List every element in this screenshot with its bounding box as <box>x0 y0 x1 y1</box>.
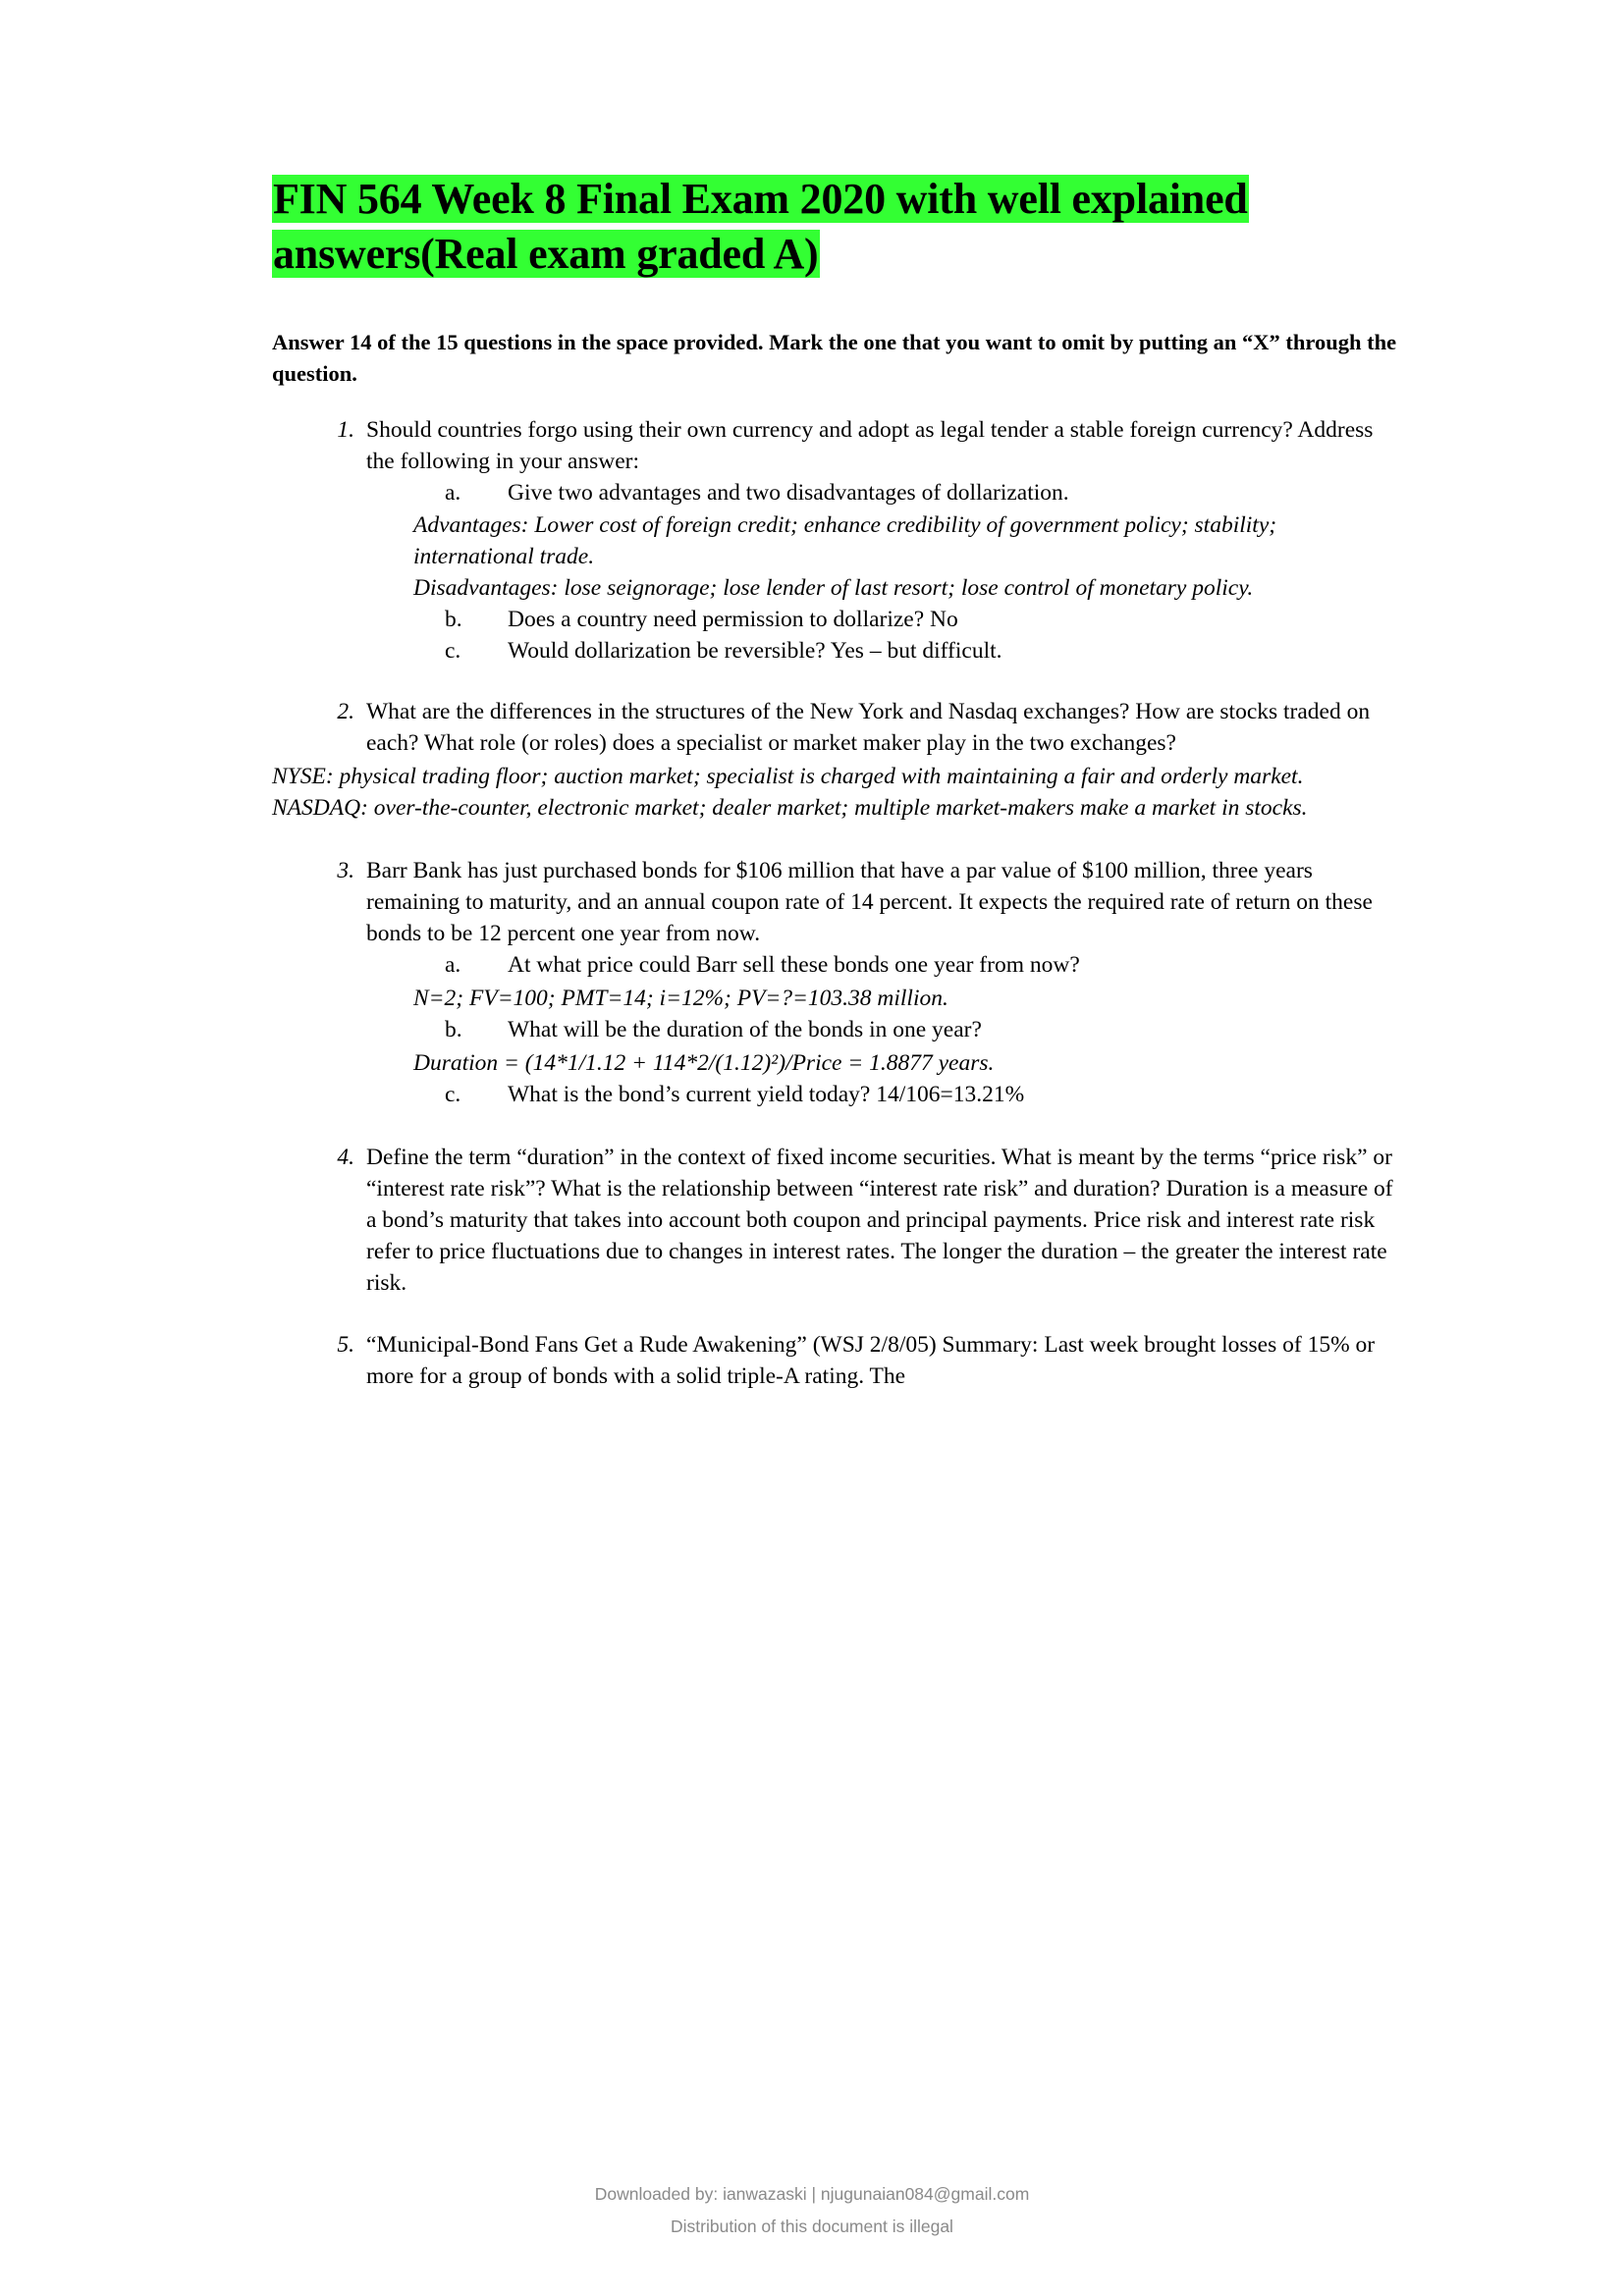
subitem-text: Does a country need permission to dollarize? <box>508 607 925 633</box>
question-number: 1. <box>337 416 354 443</box>
question-item <box>272 1143 1401 1300</box>
question-text: Define the term “duration” in the context of fixed income securities. What is meant by the terms “price risk” or “interest rate risk”? What is the relationship between “interest rate risk” and duration? <box>366 1144 1392 1201</box>
inline-answer: No <box>930 607 958 633</box>
question-item <box>272 1330 1401 1393</box>
subitem-letter: a. <box>445 479 461 506</box>
subitem-text: Give two advantages and two disadvantages of dollarization. <box>508 479 1069 506</box>
question-list <box>272 415 1401 1394</box>
subitem-text: What will be the duration of the bonds in one year? <box>508 1016 982 1042</box>
question-number: 3. <box>337 858 354 884</box>
subitem-letter: b. <box>445 1016 462 1042</box>
question-item <box>272 415 1401 668</box>
subitem-letter: a. <box>445 951 461 978</box>
exam-instructions: Answer 14 of the 15 questions in the space provided. Mark the one that you want to omit by putting an “X” through the question. <box>272 329 1397 386</box>
subitem <box>413 1015 1401 1080</box>
answer-text: Advantages: Lower cost of foreign credit; enhance credibility of government policy; stability; international trade. <box>413 512 1277 570</box>
question-number: 5. <box>337 1332 354 1359</box>
question-number: 4. <box>337 1144 354 1170</box>
subitem <box>413 950 1401 1015</box>
document-content <box>223 172 1401 1393</box>
answer-text: N=2; FV=100; PMT=14; i=12%; PV=?=103.38 million. <box>413 985 948 1011</box>
question-text: “Municipal-Bond Fans Get a Rude Awakening” (WSJ 2/8/05) Summary: Last week brought losses of 15% or more for a group of bonds with a solid triple-A rating. The <box>366 1332 1376 1390</box>
answer-text: Duration = (14*1/1.12 + 114*2/(1.12)²)/Price = 1.8877 years. <box>413 1049 995 1076</box>
page-title <box>272 172 1401 282</box>
subitem <box>445 636 1401 667</box>
question-number: 2. <box>337 699 354 725</box>
subitem-letter: c. <box>445 638 461 665</box>
page-title-text: FIN 564 Week 8 Final Exam 2020 with well explained answers(Real exam graded A) <box>273 175 1248 278</box>
subitem <box>445 1080 1401 1111</box>
subitem <box>445 605 1401 636</box>
question-text: Should countries forgo using their own currency and adopt as legal tender a stable foreign currency? Address the following in your answer: <box>366 416 1374 474</box>
inline-answer: 14/106=13.21% <box>876 1081 1025 1107</box>
page-footer <box>0 2178 1624 2244</box>
subitem-letter: c. <box>445 1081 461 1107</box>
question-item <box>272 697 1401 825</box>
subitem-text: Would dollarization be reversible? <box>508 638 826 665</box>
question-item <box>272 856 1401 1111</box>
inline-answer: Duration is a measure of a bond’s maturity that takes into account both coupon and principal payments. Price risk and interest rate risk refer to price fluctuations due to changes in interest rates. The longer the duration – the greater the interest rate risk. <box>366 1175 1393 1296</box>
subitem-letter: b. <box>445 607 462 633</box>
question-text: What are the differences in the structures of the New York and Nasdaq exchanges? How are stocks traded on each? What role (or roles) does a specialist or market maker play in the two exchanges? <box>366 699 1371 757</box>
answer-text: Disadvantages: lose seignorage; lose lender of last resort; lose control of monetary policy. <box>413 575 1254 602</box>
question-subitems <box>366 950 1401 1111</box>
question-text: Barr Bank has just purchased bonds for $106 million that have a par value of $100 million, three years remaining to maturity, and an annual coupon rate of 14 percent. It expects the required rate of return on these bonds to be 12 percent one year from now. <box>366 858 1373 946</box>
footer-download-info: Downloaded by: ianwazaski | njugunaian084@gmail.com <box>594 2183 1030 2204</box>
subitem <box>413 478 1401 606</box>
inline-answer: Yes – but difficult. <box>830 638 1002 665</box>
answer-text: NYSE: physical trading floor; auction market; specialist is charged with maintaining a fair and orderly market. <box>272 764 1304 790</box>
footer-distribution-notice: Distribution of this document is illegal <box>671 2216 953 2236</box>
subitem-text: At what price could Barr sell these bonds one year from now? <box>508 951 1080 978</box>
subitem-text: What is the bond’s current yield today? <box>508 1081 871 1107</box>
question-subitems <box>366 478 1401 668</box>
answer-text: NASDAQ: over-the-counter, electronic market; dealer market; multiple market-makers make a market in stocks. <box>272 795 1308 822</box>
